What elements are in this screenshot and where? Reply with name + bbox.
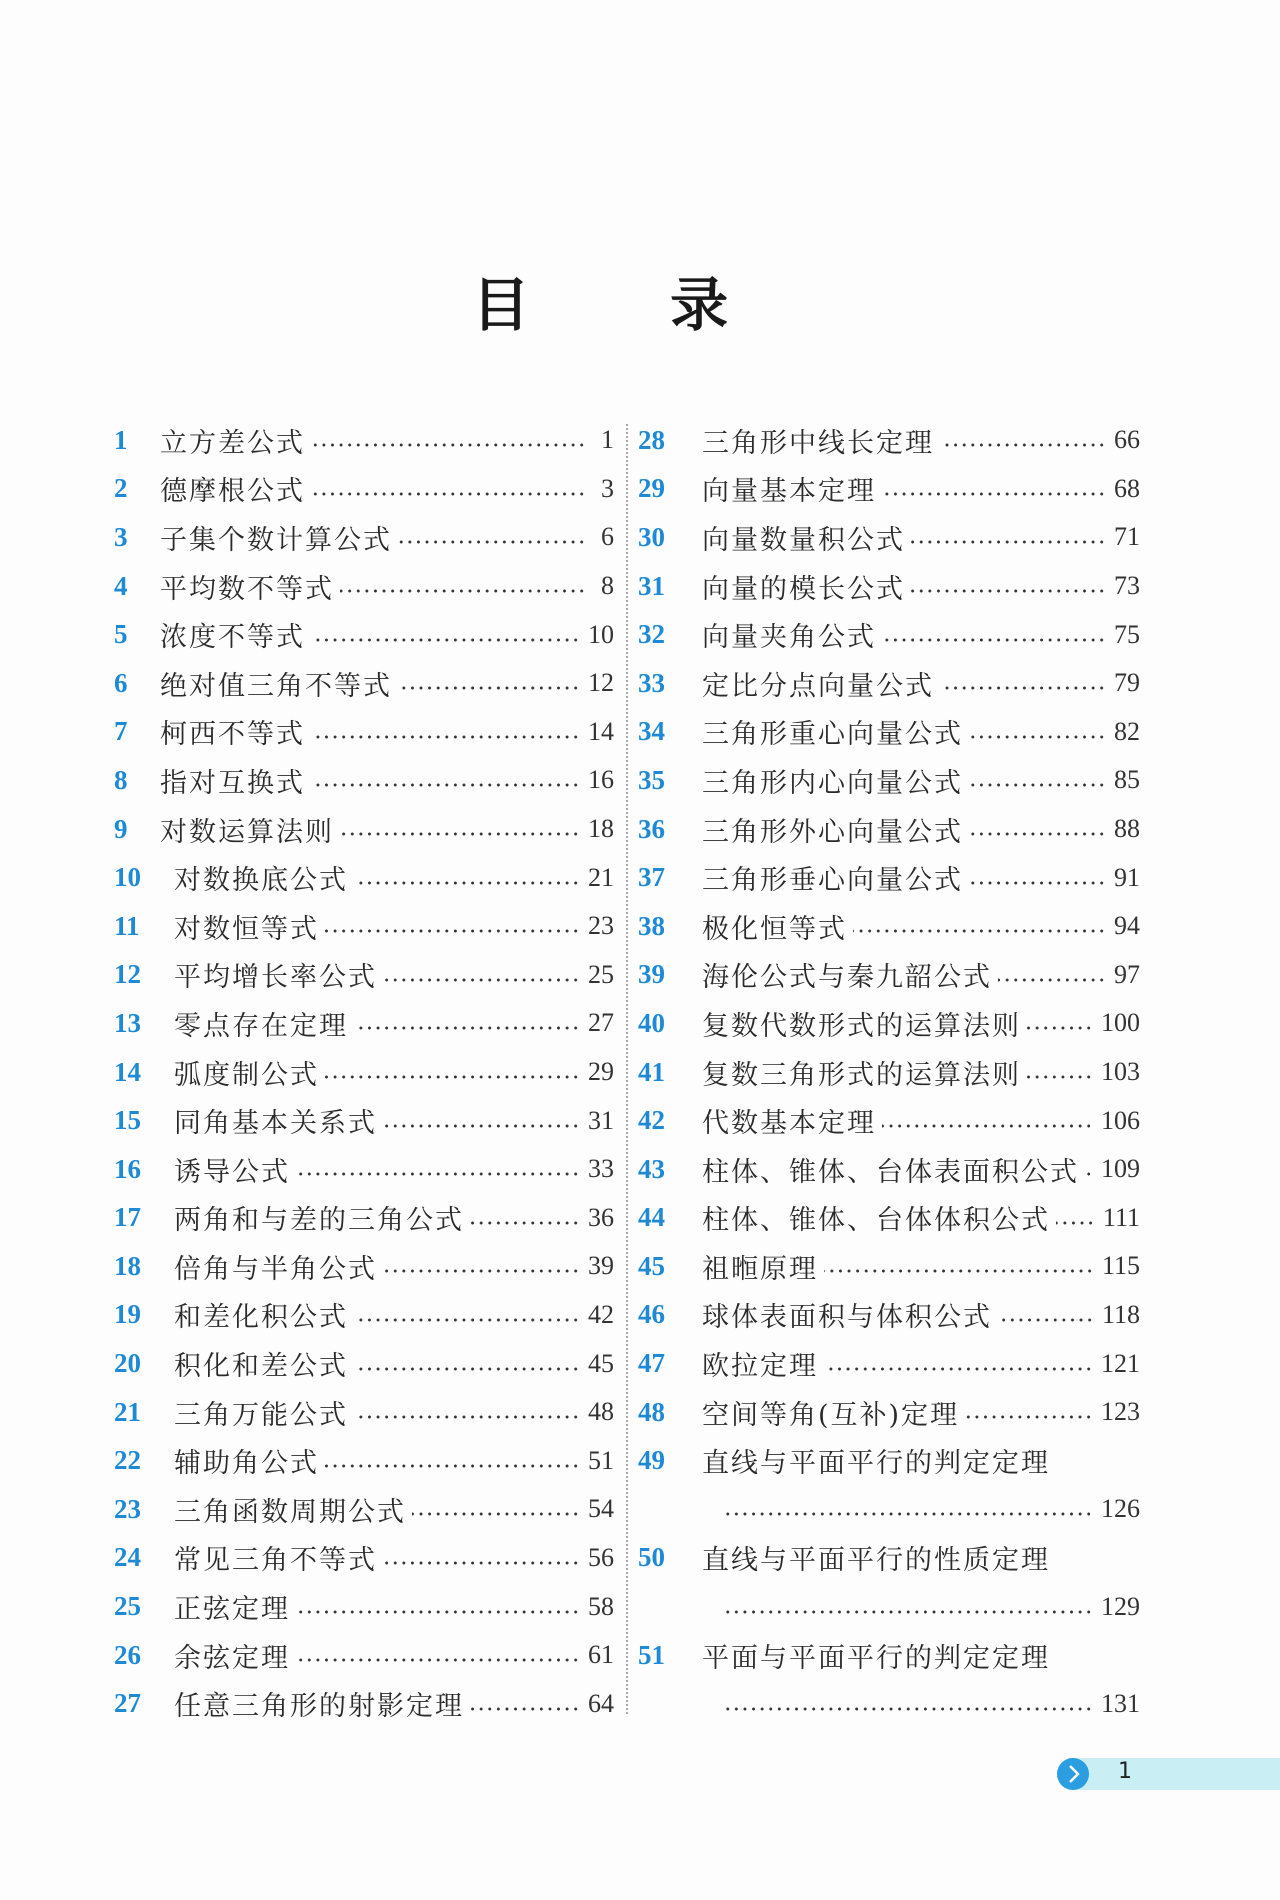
entry-number: 5 bbox=[114, 619, 128, 650]
leader-dots bbox=[354, 1317, 580, 1323]
entry-title: 三角形外心向量公式 bbox=[702, 816, 963, 848]
entry-number: 50 bbox=[638, 1542, 665, 1573]
entry-title: 对数恒等式 bbox=[174, 913, 319, 945]
leader-dots bbox=[1085, 1171, 1093, 1177]
leader-dots bbox=[470, 1706, 580, 1712]
entry-title: 绝对值三角不等式 bbox=[160, 670, 392, 702]
leader-dots bbox=[724, 1706, 1093, 1712]
toc-entry[interactable] bbox=[638, 659, 1140, 708]
entry-title: 平面与平面平行的判定定理 bbox=[702, 1642, 1050, 1674]
entry-title: 海伦公式与秦九韶公式 bbox=[702, 962, 992, 994]
entry-title: 常见三角不等式 bbox=[174, 1545, 377, 1577]
entry-number: 42 bbox=[638, 1105, 665, 1136]
leader-dots bbox=[383, 1123, 580, 1129]
entry-number: 26 bbox=[114, 1639, 141, 1670]
leader-dots bbox=[311, 734, 580, 740]
entry-number: 38 bbox=[638, 910, 665, 941]
entry-number: 47 bbox=[638, 1348, 665, 1379]
entry-title: 三角形中线长定理 bbox=[702, 427, 934, 459]
toc-entry[interactable] bbox=[638, 1339, 1140, 1388]
entry-number: 24 bbox=[114, 1542, 141, 1573]
entry-title: 柱体、锥体、台体体积公式 bbox=[702, 1205, 1050, 1237]
entry-page: 42 bbox=[588, 1299, 614, 1329]
entry-number: 4 bbox=[114, 570, 128, 601]
leader-dots bbox=[325, 1074, 580, 1080]
entry-number: 46 bbox=[638, 1299, 665, 1330]
entry-page: 129 bbox=[1101, 1591, 1140, 1621]
toc-entry[interactable] bbox=[114, 1436, 614, 1485]
toc-entry[interactable] bbox=[638, 756, 1140, 805]
entry-title: 欧拉定理 bbox=[702, 1351, 818, 1383]
toc-entry[interactable] bbox=[114, 1194, 614, 1243]
leader-dots bbox=[383, 977, 580, 983]
leader-dots bbox=[882, 1123, 1093, 1129]
leader-dots bbox=[969, 782, 1106, 788]
entry-number: 32 bbox=[638, 619, 665, 650]
entry-title: 直线与平面平行的性质定理 bbox=[702, 1545, 1050, 1577]
toc-entry[interactable] bbox=[114, 1534, 614, 1583]
entry-title: 子集个数计算公式 bbox=[160, 524, 392, 556]
entry-title: 正弦定理 bbox=[174, 1594, 290, 1626]
toc-entry[interactable] bbox=[114, 951, 614, 1000]
entry-title: 德摩根公式 bbox=[160, 476, 305, 508]
entry-number: 9 bbox=[114, 813, 128, 844]
entry-page: 56 bbox=[588, 1542, 614, 1572]
entry-page: 115 bbox=[1101, 1251, 1140, 1281]
toc-entry[interactable] bbox=[114, 756, 614, 805]
toc-entry[interactable] bbox=[638, 853, 1140, 902]
entry-number: 16 bbox=[114, 1153, 141, 1184]
leader-dots bbox=[340, 588, 586, 594]
toc-entry[interactable] bbox=[638, 1194, 1140, 1243]
leader-dots bbox=[325, 928, 580, 934]
entry-page: 73 bbox=[1114, 571, 1140, 601]
toc-entry[interactable] bbox=[638, 610, 1140, 659]
entry-page: 6 bbox=[601, 522, 614, 552]
toc-entry-continuation bbox=[638, 1485, 1140, 1534]
entry-number: 34 bbox=[638, 716, 665, 747]
entry-title: 向量夹角公式 bbox=[702, 622, 876, 654]
entry-title: 三角形内心向量公式 bbox=[702, 767, 963, 799]
entry-title: 空间等角(互补)定理 bbox=[702, 1399, 960, 1431]
entry-number: 37 bbox=[638, 862, 665, 893]
toc-entry[interactable] bbox=[114, 659, 614, 708]
entry-title: 直线与平面平行的判定定理 bbox=[702, 1448, 1050, 1480]
leader-dots bbox=[354, 880, 580, 886]
toc-entry[interactable] bbox=[638, 1534, 1140, 1583]
entry-title: 向量基本定理 bbox=[702, 476, 876, 508]
entry-title: 祖暅原理 bbox=[702, 1253, 818, 1285]
entry-number: 2 bbox=[114, 473, 128, 504]
entry-number: 7 bbox=[114, 716, 128, 747]
toc-entry[interactable] bbox=[638, 1631, 1140, 1680]
entry-page: 109 bbox=[1101, 1154, 1140, 1184]
leader-dots bbox=[853, 928, 1106, 934]
entry-title: 立方差公式 bbox=[160, 427, 305, 459]
entry-number: 10 bbox=[114, 862, 141, 893]
toc-entry[interactable] bbox=[638, 416, 1140, 465]
entry-title: 两角和与差的三角公式 bbox=[174, 1205, 464, 1237]
leader-dots bbox=[1027, 1074, 1093, 1080]
footer-band bbox=[1068, 1758, 1280, 1790]
entry-page: 79 bbox=[1114, 668, 1140, 698]
entry-number: 31 bbox=[638, 570, 665, 601]
entry-page: 10 bbox=[588, 619, 614, 649]
leader-dots bbox=[824, 1268, 1094, 1274]
leader-dots bbox=[1027, 1025, 1093, 1031]
entry-title: 浓度不等式 bbox=[160, 622, 305, 654]
entry-page: 21 bbox=[588, 862, 614, 892]
leader-dots bbox=[383, 1268, 580, 1274]
entry-page: 106 bbox=[1101, 1105, 1140, 1135]
toc-entry[interactable] bbox=[114, 1485, 614, 1534]
toc-entry[interactable] bbox=[114, 610, 614, 659]
entry-page: 97 bbox=[1114, 959, 1140, 989]
entry-title: 对数换底公式 bbox=[174, 865, 348, 897]
entry-title: 三角形垂心向量公式 bbox=[702, 865, 963, 897]
toc-entry[interactable] bbox=[638, 1048, 1140, 1097]
leader-dots bbox=[398, 685, 580, 691]
toc-entry[interactable] bbox=[638, 1436, 1140, 1485]
page-number: 1 bbox=[1118, 1759, 1132, 1784]
toc-entry[interactable] bbox=[114, 1388, 614, 1437]
leader-dots bbox=[412, 1511, 580, 1517]
leader-dots bbox=[882, 491, 1106, 497]
toc-entry[interactable] bbox=[114, 999, 614, 1048]
entry-page: 48 bbox=[588, 1397, 614, 1427]
entry-title: 向量数量积公式 bbox=[702, 524, 905, 556]
toc-entry[interactable] bbox=[114, 1582, 614, 1631]
entry-title: 平均增长率公式 bbox=[174, 962, 377, 994]
entry-title: 和差化积公式 bbox=[174, 1302, 348, 1334]
entry-page: 51 bbox=[588, 1445, 614, 1475]
entry-page: 54 bbox=[588, 1494, 614, 1524]
entry-page: 71 bbox=[1114, 522, 1140, 552]
leader-dots bbox=[965, 1414, 1093, 1420]
entry-title: 积化和差公式 bbox=[174, 1351, 348, 1383]
leader-dots bbox=[969, 880, 1106, 886]
entry-title: 复数三角形式的运算法则 bbox=[702, 1059, 1021, 1091]
chevron-right-icon bbox=[1057, 1758, 1089, 1790]
toc-entry[interactable] bbox=[638, 1145, 1140, 1194]
entry-number: 3 bbox=[114, 521, 128, 552]
entry-title: 球体表面积与体积公式 bbox=[702, 1302, 992, 1334]
leader-dots bbox=[1056, 1220, 1095, 1226]
toc-entry[interactable] bbox=[114, 416, 614, 465]
entry-number: 23 bbox=[114, 1493, 141, 1524]
toc-entry[interactable] bbox=[638, 708, 1140, 757]
toc-entry[interactable] bbox=[114, 562, 614, 611]
entry-title: 极化恒等式 bbox=[702, 913, 847, 945]
leader-dots bbox=[998, 977, 1106, 983]
entry-page: 68 bbox=[1114, 473, 1140, 503]
entry-number: 14 bbox=[114, 1056, 141, 1087]
leader-dots bbox=[940, 685, 1106, 691]
leader-dots bbox=[383, 1560, 580, 1566]
leader-dots bbox=[940, 442, 1106, 448]
leader-dots bbox=[311, 491, 586, 497]
toc-entry-continuation bbox=[638, 1582, 1140, 1631]
entry-page: 8 bbox=[601, 571, 614, 601]
leader-dots bbox=[724, 1511, 1093, 1517]
toc-entry[interactable] bbox=[638, 805, 1140, 854]
entry-page: 111 bbox=[1102, 1202, 1140, 1232]
toc-entry[interactable] bbox=[638, 513, 1140, 562]
entry-page: 27 bbox=[588, 1008, 614, 1038]
toc-entry[interactable] bbox=[114, 1679, 614, 1728]
toc-entry[interactable] bbox=[114, 805, 614, 854]
entry-number: 6 bbox=[114, 667, 128, 698]
entry-page: 36 bbox=[588, 1202, 614, 1232]
toc-left-column bbox=[114, 416, 614, 1728]
leader-dots bbox=[882, 637, 1106, 643]
entry-number: 45 bbox=[638, 1250, 665, 1281]
entry-page: 103 bbox=[1101, 1057, 1140, 1087]
leader-dots bbox=[354, 1025, 580, 1031]
entry-title: 零点存在定理 bbox=[174, 1010, 348, 1042]
entry-page: 45 bbox=[588, 1348, 614, 1378]
leader-dots bbox=[969, 734, 1106, 740]
entry-number: 41 bbox=[638, 1056, 665, 1087]
entry-title: 三角函数周期公式 bbox=[174, 1496, 406, 1528]
toc-entry[interactable] bbox=[114, 853, 614, 902]
entry-page: 75 bbox=[1114, 619, 1140, 649]
toc-entry[interactable] bbox=[638, 1388, 1140, 1437]
entry-number: 20 bbox=[114, 1348, 141, 1379]
entry-number: 27 bbox=[114, 1688, 141, 1719]
toc-entry[interactable] bbox=[638, 1096, 1140, 1145]
entry-page: 82 bbox=[1114, 716, 1140, 746]
leader-dots bbox=[911, 588, 1106, 594]
toc-right-column bbox=[638, 416, 1140, 1728]
entry-page: 88 bbox=[1114, 814, 1140, 844]
entry-title: 辅助角公式 bbox=[174, 1448, 319, 1480]
leader-dots bbox=[311, 442, 586, 448]
entry-page: 18 bbox=[588, 814, 614, 844]
entry-page: 131 bbox=[1101, 1688, 1140, 1718]
toc-entry[interactable] bbox=[114, 465, 614, 514]
entry-number: 21 bbox=[114, 1396, 141, 1427]
entry-title: 定比分点向量公式 bbox=[702, 670, 934, 702]
entry-title: 代数基本定理 bbox=[702, 1108, 876, 1140]
entry-number: 49 bbox=[638, 1445, 665, 1476]
toc-entry[interactable] bbox=[638, 1242, 1140, 1291]
entry-number: 36 bbox=[638, 813, 665, 844]
entry-number: 1 bbox=[114, 424, 128, 455]
entry-page: 64 bbox=[588, 1688, 614, 1718]
entry-page: 118 bbox=[1101, 1299, 1140, 1329]
entry-page: 100 bbox=[1101, 1008, 1140, 1038]
toc-entry[interactable] bbox=[114, 1291, 614, 1340]
leader-dots bbox=[311, 782, 580, 788]
entry-page: 61 bbox=[588, 1640, 614, 1670]
entry-page: 25 bbox=[588, 959, 614, 989]
toc-entry[interactable] bbox=[114, 1242, 614, 1291]
toc-entry[interactable] bbox=[114, 1048, 614, 1097]
leader-dots bbox=[311, 637, 580, 643]
entry-number: 48 bbox=[638, 1396, 665, 1427]
entry-title: 弧度制公式 bbox=[174, 1059, 319, 1091]
entry-title: 三角万能公式 bbox=[174, 1399, 348, 1431]
toc-entry[interactable] bbox=[638, 951, 1140, 1000]
toc-entry[interactable] bbox=[114, 1631, 614, 1680]
toc-entry[interactable] bbox=[114, 513, 614, 562]
leader-dots bbox=[470, 1220, 580, 1226]
entry-number: 43 bbox=[638, 1153, 665, 1184]
leader-dots bbox=[969, 831, 1106, 837]
entry-page: 14 bbox=[588, 716, 614, 746]
leader-dots bbox=[296, 1609, 580, 1615]
entry-page: 94 bbox=[1114, 911, 1140, 941]
entry-number: 18 bbox=[114, 1250, 141, 1281]
toc-entry[interactable] bbox=[114, 708, 614, 757]
leader-dots bbox=[998, 1317, 1094, 1323]
toc-entry[interactable] bbox=[638, 562, 1140, 611]
entry-page: 23 bbox=[588, 911, 614, 941]
entry-title: 复数代数形式的运算法则 bbox=[702, 1010, 1021, 1042]
entry-page: 39 bbox=[588, 1251, 614, 1281]
entry-number: 13 bbox=[114, 1007, 141, 1038]
leader-dots bbox=[724, 1609, 1093, 1615]
entry-page: 31 bbox=[588, 1105, 614, 1135]
column-divider bbox=[626, 424, 628, 1714]
entry-title: 倍角与半角公式 bbox=[174, 1253, 377, 1285]
entry-page: 3 bbox=[601, 473, 614, 503]
entry-number: 51 bbox=[638, 1639, 665, 1670]
entry-page: 121 bbox=[1101, 1348, 1140, 1378]
entry-number: 11 bbox=[114, 910, 140, 941]
entry-number: 40 bbox=[638, 1007, 665, 1038]
leader-dots bbox=[398, 539, 586, 545]
leader-dots bbox=[325, 1463, 580, 1469]
leader-dots bbox=[340, 831, 580, 837]
entry-number: 33 bbox=[638, 667, 665, 698]
toc-entry[interactable] bbox=[638, 465, 1140, 514]
entry-page: 123 bbox=[1101, 1397, 1140, 1427]
entry-page: 91 bbox=[1114, 862, 1140, 892]
page-title: 目 录 bbox=[471, 271, 789, 339]
toc-entry[interactable] bbox=[638, 902, 1140, 951]
entry-number: 17 bbox=[114, 1202, 141, 1233]
entry-title: 平均数不等式 bbox=[160, 573, 334, 605]
entry-page: 1 bbox=[601, 425, 614, 455]
toc-entry[interactable] bbox=[114, 1145, 614, 1194]
toc-entry[interactable] bbox=[114, 1339, 614, 1388]
entry-title: 指对互换式 bbox=[160, 767, 305, 799]
toc-entry[interactable] bbox=[638, 999, 1140, 1048]
entry-number: 15 bbox=[114, 1105, 141, 1136]
entry-page: 16 bbox=[588, 765, 614, 795]
entry-number: 19 bbox=[114, 1299, 141, 1330]
entry-number: 39 bbox=[638, 959, 665, 990]
entry-title: 任意三角形的射影定理 bbox=[174, 1691, 464, 1723]
entry-number: 30 bbox=[638, 521, 665, 552]
entry-page: 29 bbox=[588, 1057, 614, 1087]
entry-title: 同角基本关系式 bbox=[174, 1108, 377, 1140]
entry-number: 25 bbox=[114, 1591, 141, 1622]
entry-title: 对数运算法则 bbox=[160, 816, 334, 848]
entry-title: 柱体、锥体、台体表面积公式 bbox=[702, 1156, 1079, 1188]
entry-number: 35 bbox=[638, 764, 665, 795]
entry-page: 85 bbox=[1114, 765, 1140, 795]
entry-number: 8 bbox=[114, 764, 128, 795]
leader-dots bbox=[354, 1366, 580, 1372]
leader-dots bbox=[354, 1414, 580, 1420]
leader-dots bbox=[296, 1171, 580, 1177]
toc-entry-continuation bbox=[638, 1679, 1140, 1728]
toc-entry[interactable] bbox=[114, 1096, 614, 1145]
entry-title: 余弦定理 bbox=[174, 1642, 290, 1674]
leader-dots bbox=[296, 1657, 580, 1663]
entry-title: 柯西不等式 bbox=[160, 719, 305, 751]
entry-title: 诱导公式 bbox=[174, 1156, 290, 1188]
entry-title: 向量的模长公式 bbox=[702, 573, 905, 605]
entry-number: 28 bbox=[638, 424, 665, 455]
entry-number: 44 bbox=[638, 1202, 665, 1233]
toc-entry[interactable] bbox=[638, 1291, 1140, 1340]
leader-dots bbox=[824, 1366, 1093, 1372]
entry-page: 12 bbox=[588, 668, 614, 698]
entry-page: 33 bbox=[588, 1154, 614, 1184]
entry-title: 三角形重心向量公式 bbox=[702, 719, 963, 751]
toc-entry[interactable] bbox=[114, 902, 614, 951]
entry-page: 66 bbox=[1114, 425, 1140, 455]
entry-page: 58 bbox=[588, 1591, 614, 1621]
entry-page: 126 bbox=[1101, 1494, 1140, 1524]
entry-number: 22 bbox=[114, 1445, 141, 1476]
entry-number: 29 bbox=[638, 473, 665, 504]
entry-number: 12 bbox=[114, 959, 141, 990]
leader-dots bbox=[911, 539, 1106, 545]
